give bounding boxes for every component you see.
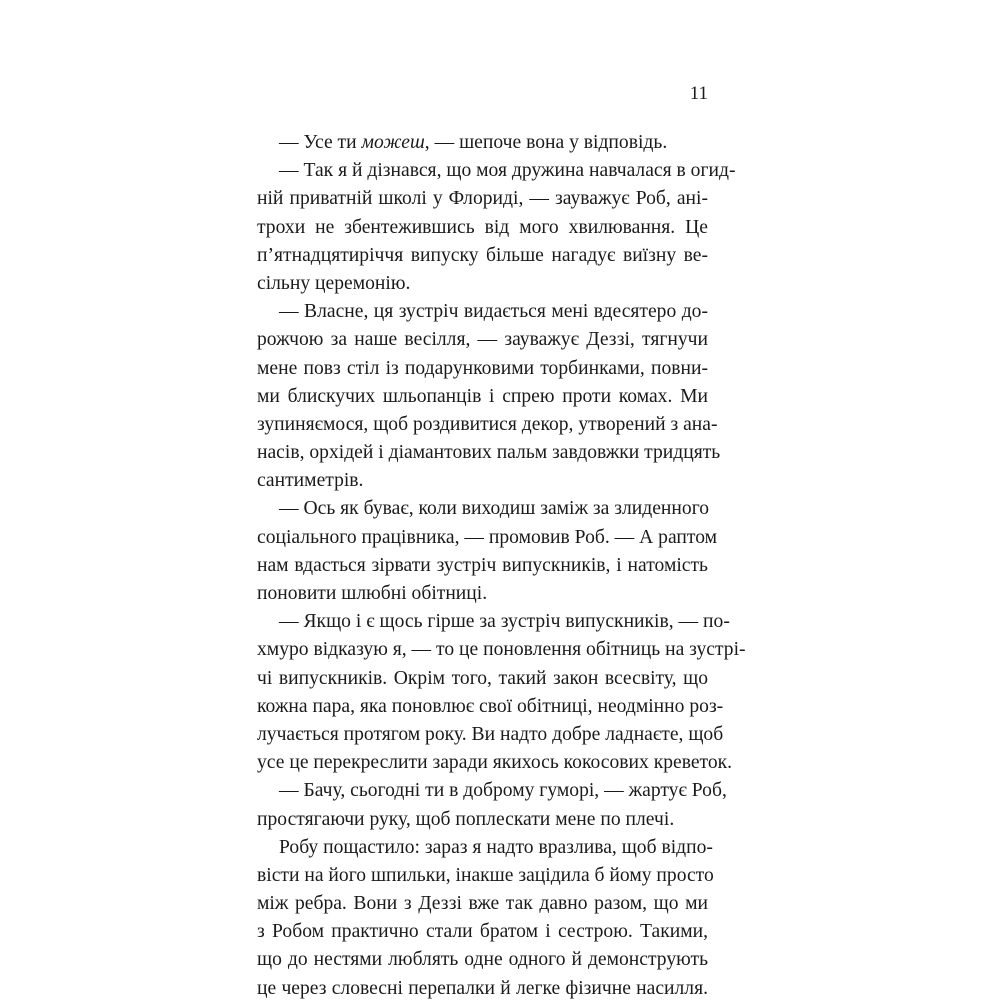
- text-line: чі випускників. Окрім того, такий закон всесвіту, що: [257, 667, 708, 689]
- text-segment: — Усе ти: [279, 132, 362, 153]
- text-line: вісти на його шпильки, інакше зацідила б йому просто: [257, 864, 714, 886]
- text-line: ми блискучих шльопанців і спрею проти комах. Ми: [257, 385, 708, 407]
- text-line: сантиметрів.: [257, 470, 364, 492]
- emphasis-text: можеш: [361, 132, 425, 153]
- text-line: трохи не збентежившись від мого хвилювання. Це: [257, 216, 708, 238]
- text-line: з Робом практично стали братом і сестрою. Такими,: [257, 921, 708, 943]
- text-line: нам вдасться зірвати зустріч випускників, і натомість: [257, 554, 708, 576]
- text-line: — Власне, ця зустріч видається мені вдесятеро до-: [279, 301, 708, 323]
- text-line: простягаючи руку, щоб поплескати мене по плечі.: [257, 808, 675, 830]
- text-line: насів, орхідей і діамантових пальм завдовжки тридцять: [257, 442, 721, 464]
- text-line: — Так я й дізнався, що моя дружина навчалася в огид-: [279, 160, 736, 182]
- text-line: — Ось як буває, коли виходиш заміж за злиденного: [279, 498, 710, 520]
- text-line: що до нестями люблять одне одного й демонструють: [257, 949, 708, 971]
- text-line: кожна пара, яка поновлює свої обітниці, неодмінно роз-: [257, 695, 724, 717]
- text-line: поновити шлюбні обітниці.: [257, 583, 488, 604]
- text-line: хмуро відказую я, — то це поновлення обітниць на зустрі-: [257, 639, 746, 661]
- text-line: п’ятнадцятиріччя випуску більше нагадує виїзну ве-: [257, 244, 708, 266]
- text-line: це через словесні перепалки й легке фізичне насилля.: [257, 977, 708, 999]
- text-line: між ребра. Вони з Деззі вже так давно разом, що ми: [257, 893, 708, 915]
- text-line: — Бачу, сьогодні ти в доброму гуморі, — жартує Роб,: [279, 780, 727, 802]
- text-segment: , — шепоче вона у відповідь.: [424, 132, 668, 153]
- text-line: Робу пощастило: зараз я надто вразлива, щоб відпо-: [279, 836, 713, 858]
- text-line: зупиняємося, щоб роздивитися декор, утворений з ана-: [257, 413, 718, 435]
- text-line: ній приватній школі у Флориді, — зауважує Роб, ані-: [257, 188, 708, 210]
- text-line: соціального працівника, — промовив Роб. — А раптом: [257, 526, 718, 548]
- text-line: рожчою за наше весілля, — зауважує Деззі, тягнучи: [257, 329, 708, 351]
- text-line: сільну церемонію.: [257, 272, 411, 294]
- body-text: [257, 129, 746, 1003]
- text-line: мене повз стіл із подарунковими торбинками, повни-: [257, 357, 708, 379]
- text-line: [257, 129, 708, 157]
- text-line: — Якщо і є щось гірше за зустріч випускників, — по-: [279, 611, 730, 633]
- text-line: усе це перекреслити заради якихось кокосових креветок.: [257, 752, 733, 774]
- page-number: 11: [689, 83, 708, 104]
- text-line: лучається протягом року. Ви надто добре ладнаєте, щоб: [257, 723, 724, 745]
